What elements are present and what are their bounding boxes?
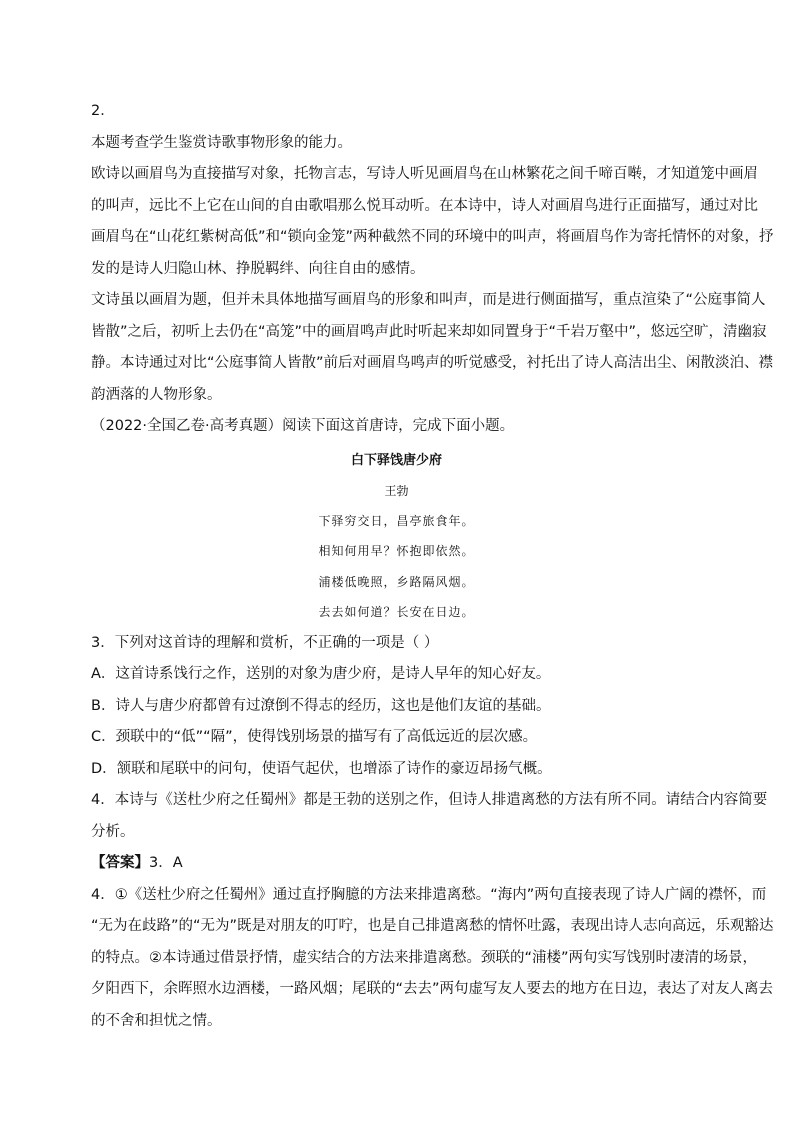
poem-block <box>91 446 702 628</box>
answer-q4-line: 的特点。②本诗通过借景抒情，虚实结合的方法来排遣离愁。颈联的“浦楼”两句实写饯别时凄清的场景， <box>91 949 758 966</box>
analysis-line: 静。本诗通过对比“公庭事简人皆散”前后对画眉鸟鸣声的听觉感受，衬托出了诗人高洁出尘、闲散淡泊、襟 <box>91 355 774 371</box>
poem-line: 相知何用早？怀抱即依然。 <box>318 544 475 558</box>
analysis-number: 2． <box>91 103 115 119</box>
answer-q4-line: “无为在歧路”的“无为”既是对朋友的叮咛，也是自己排遣离愁的情怀吐露，表现出诗人志向高远，乐观豁达 <box>91 918 774 934</box>
poem-author: 王勃 <box>384 483 409 498</box>
option-b: B．诗人与唐少府都曾有过潦倒不得志的经历，这也是他们友谊的基础。 <box>91 697 551 714</box>
analysis-line: 欧诗以画眉鸟为直接描写对象，托物言志，写诗人听见画眉鸟在山林繁花之间千啼百啭，才知道笼中画眉 <box>91 166 758 182</box>
answer-tag: 【答案】 <box>91 855 149 871</box>
option-a: A．这首诗系饯行之作，送别的对象为唐少府，是诗人早年的知心好友。 <box>91 666 551 682</box>
question-4-line: 4．本诗与《送杜少府之任蜀州》都是王勃的送别之作，但诗人排遣离愁的方法有所不同。请结合内容简要 <box>91 792 768 808</box>
poem-line: 浦楼低晚照，乡路隔风烟。 <box>318 574 475 589</box>
poem-line: 下驿穷交日，昌亭旅食年。 <box>318 513 475 528</box>
option-d: D．颔联和尾联中的问句，使语气起伏，也增添了诗作的豪迈昂扬气概。 <box>91 760 552 777</box>
analysis-line: 韵洒落的人物形象。 <box>91 386 222 403</box>
option-c: C．颈联中的“低”“隔”，使得饯别场景的描写有了高低远近的层次感。 <box>91 729 538 745</box>
question-intro: （2022·全国乙卷·高考真题）阅读下面这首唐诗，完成下面小题。 <box>91 418 515 434</box>
analysis-line: 的叫声，远比不上它在山间的自由歌唱那么悦耳动听。在本诗中，诗人对画眉鸟进行正面描写，通过对比 <box>91 197 758 214</box>
analysis-line: 文诗虽以画眉为题，但并未具体地描写画眉鸟的形象和叫声，而是进行侧面描写，重点渲染了“公庭事简人 <box>91 292 766 308</box>
analysis-line: 画眉鸟在“山花红紫树高低”和“锁向金笼”两种截然不同的环境中的叫声，将画眉鸟作为寄托情怀的对象，抒 <box>91 229 774 245</box>
analysis-line: 发的是诗人归隐山林、挣脱羁绊、向往自由的感情。 <box>91 260 425 277</box>
poem-line: 去去如何道？长安在日边。 <box>318 605 475 619</box>
answer-header <box>91 848 702 880</box>
answer-q4-line: 夕阳西下，余晖照水边酒楼，一路风烟；尾联的“去去”两句虚写友人要去的地方在日边，表达了对友人离去 <box>91 981 774 997</box>
poem-title: 白下驿饯唐少府 <box>350 452 442 468</box>
question-4-line: 分析。 <box>91 823 135 840</box>
answer-q3: 3．A <box>149 855 183 871</box>
answer-q4-line: 的不舍和担忧之情。 <box>91 1012 222 1029</box>
question-3-stem: 3．下列对这首诗的理解和赏析，不正确的一项是（ ） <box>91 634 439 651</box>
analysis-line: 皆散”之后，初听上去仍在“高笼”中的画眉鸣声此时听起来却如同置身于“千岩万壑中”，悠远空旷，清幽寂 <box>91 323 767 340</box>
analysis-line: 本题考查学生鉴赏诗歌事物形象的能力。 <box>91 134 352 151</box>
answer-q4-line: 4．①《送杜少府之任蜀州》通过直抒胸臆的方法来排遣离愁。“海内”两句直接表现了诗人广阔的襟怀，而 <box>91 886 767 903</box>
